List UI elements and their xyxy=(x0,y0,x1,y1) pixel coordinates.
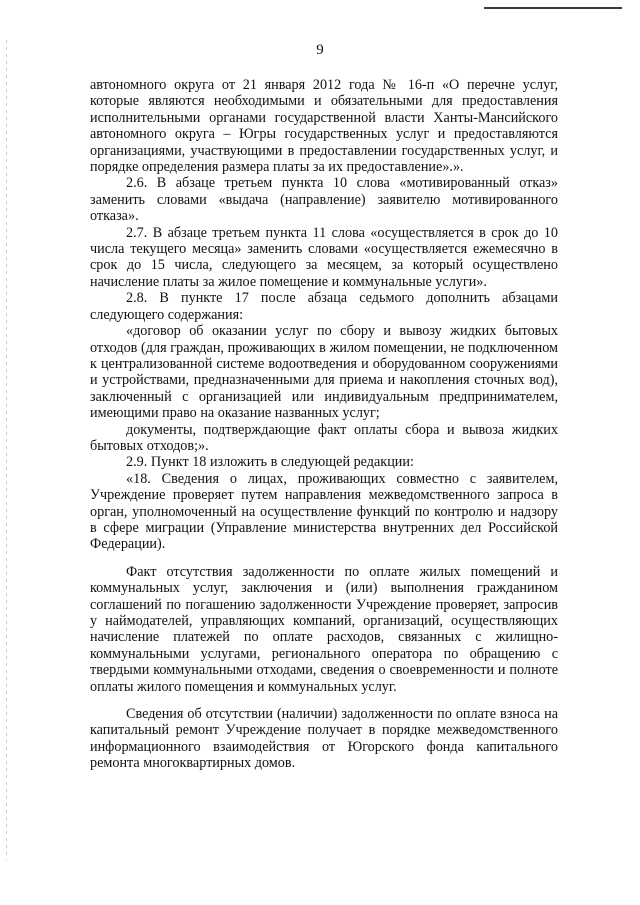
paragraph-payment-documents: документы, подтверждающие факт оплаты сбора и вывоза жидких бытовых отходов;». xyxy=(90,421,558,454)
paragraph-continuation: автономного округа от 21 января 2012 года № 16-п «О перечне услуг, которые являются необходимыми и обязательными для предоставления исполнительными органами государственной власти Ханты-Мансийского автономного округа – Югры государственных услуг и предоставляются организациями, участвующими в предоставлении государственных услуг, и порядке определения размера платы за их предоставление».». xyxy=(90,77,558,176)
paragraph-2-9: 2.9. Пункт 18 изложить в следующей редакции: xyxy=(126,454,414,471)
paragraph-2-6: 2.6. В абзаце третьем пункта 10 слова «мотивированный отказ» заменить словами «выдача (направление) заявителю мотивированного отказа». xyxy=(90,175,558,225)
document-body xyxy=(90,77,558,772)
paragraph-2-7: 2.7. В абзаце третьем пункта 11 слова «осуществляется в срок до 10 числа текущего месяца» заменить словами «осуществляется ежемесячно в срок до 15 числа, следующего за месяцем, за который осуществлено начисление платы за жилое помещение и коммунальные услуги». xyxy=(90,224,558,290)
paragraph-clause-18: «18. Сведения о лицах, проживающих совместно с заявителем, Учреждение проверяет путем направления межведомственного запроса в орган, уполномоченный на осуществление функций по контролю и надзору в сфере миграции (Управление министерства внутренних дел Российской Федерации). xyxy=(90,470,558,553)
paragraph-capital-repair: Сведения об отсутствии (наличии) задолженности по оплате взноса на капитальный ремонт Учреждение получает в порядке межведомственного информационного взаимодействия от Югорского фонда капитального ремонта многоквартирных домов. xyxy=(90,706,558,772)
scan-edge-mark xyxy=(6,40,7,860)
paragraph-debt-check: Факт отсутствия задолженности по оплате жилых помещений и коммунальных услуг, заключения и (или) выполнения гражданином соглашений по погашению задолженности Учреждение проверяет, запросив у наймодателей, управляющих компаний, организаций, осуществляющих начисление платежей по оплате расходов, связанных с жилищно-коммунальными услугами, регионального оператора по обращению с твердыми коммунальными отходами, сведения о своевременности и полноте оплаты жилого помещения и коммунальных услуг. xyxy=(90,563,558,695)
header-rule xyxy=(484,7,622,9)
page-number: 9 xyxy=(316,42,324,58)
paragraph-contract-clause: «договор об оказании услуг по сбору и вывозу жидких бытовых отходов (для граждан, проживающих в жилом помещении, не подключенном к централизованной системе водоотведения и оборудованном сооружениями и устройствами, предназначенными для приема и накопления сточных вод), заключенный с организацией или индивидуальным предпринимателем, имеющими право на оказание названных услуг; xyxy=(90,323,558,422)
paragraph-2-8: 2.8. В пункте 17 после абзаца седьмого дополнить абзацами следующего содержания: xyxy=(90,290,558,323)
